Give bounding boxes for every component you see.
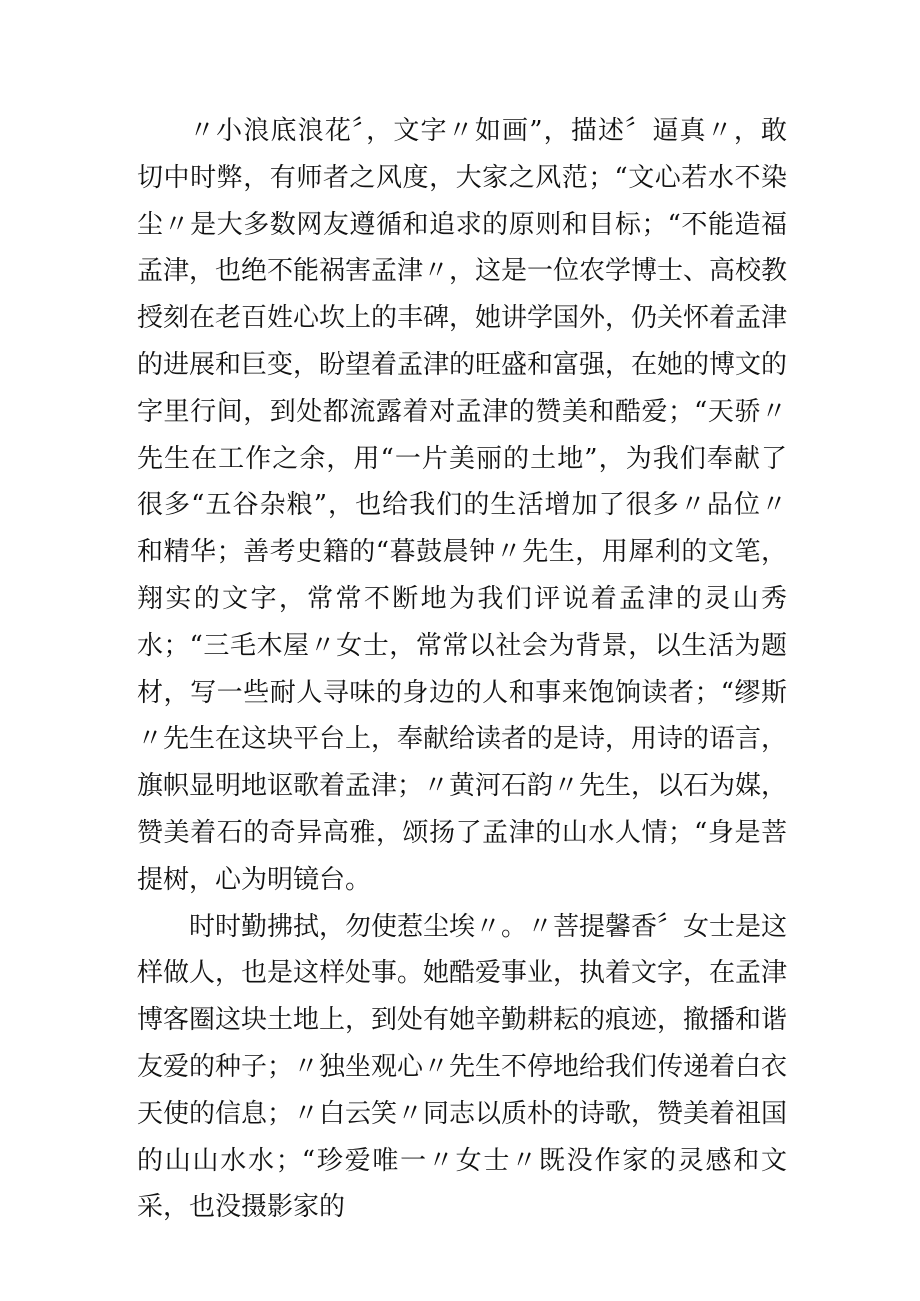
paragraph-2: 时时勤拂拭，勿使惹尘埃〃。〃菩提馨香〞女士是这样做人，也是这样处事。她酷爱事业，执着文字，在孟津博客圈这块土地上，到处有她辛勤耕耘的痕迹，撤播和谐友爱的种子；〃独坐观心〃先生不停地给我们传递着白衣天使的信息；〃白云笑〃同志以质朴的诗歌，赞美着祖国的山山水水；“珍爱唯一〃女士〃既没作家的灵感和文采，也没摄影家的 [137,911,788,1223]
body-text [137,108,787,1231]
paragraph-1: 〃小浪底浪花〞，文字〃如画”，描述〞逼真〃，敢切中时弊，有师者之风度，大家之风范；“文心若水不染尘〃是大多数网友遵循和追求的原则和目标；“不能造福孟津，也绝不能祸害孟津〃，这是一位农学博士、高校教授刻在老百姓心坎上的丰碑，她讲学国外，仍关怀着孟津的进展和巨变，盼望着孟津的旺盛和富强，在她的博文的字里行间，到处都流露着对孟津的赞美和酷爱；“天骄〃先生在工作之余，用“一片美丽的土地”，为我们奉献了很多“五谷杂粮”，也给我们的生活增加了很多〃品位〃和精华；善考史籍的“暮鼓晨钟〃先生，用犀利的文笔，翔实的文字，常常不断地为我们评说着孟津的灵山秀水；“三毛木屋〃女士，常常以社会为背景，以生活为题材，写一些耐人寻味的身边的人和事来饱饷读者；“缪斯〃先生在这块平台上，奉献给读者的是诗，用诗的语言，旗帜显明地讴歌着孟津；〃黄河石韵〃先生，以石为媒，赞美着石的奇异高雅，颂扬了孟津的山水人情；“身是菩提树，心为明镜台。 [137,116,788,895]
